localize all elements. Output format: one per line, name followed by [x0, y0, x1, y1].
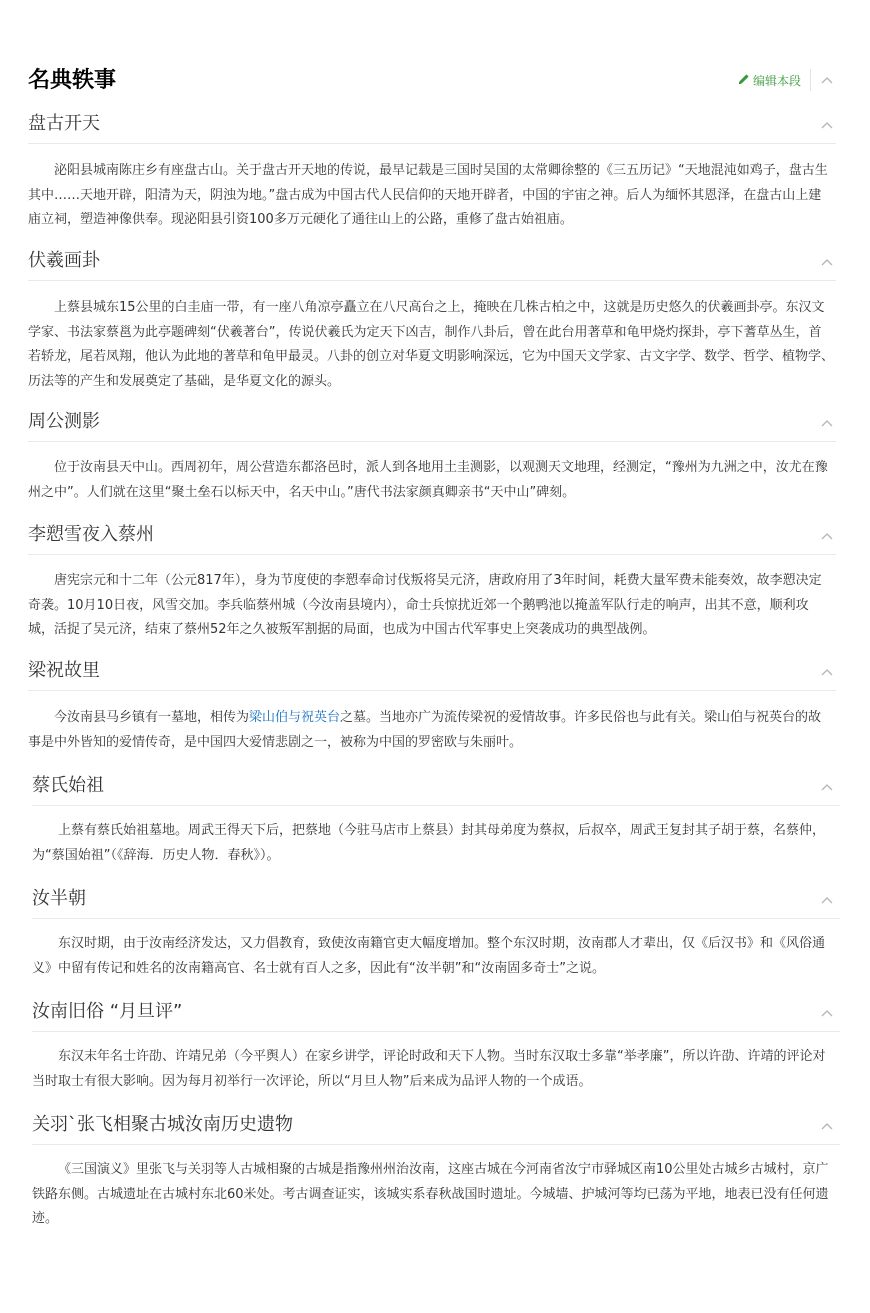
section-text-part: 今汝南县马乡镇有一墓地，相传为 — [54, 710, 250, 725]
section-text-part: 之墓。当地亦广为流传梁祝的爱情故事。许多民俗也与此有关。梁山伯与祝英台的故事是中外皆知的爱情传奇，是中国四大爱情悲剧之一，被称为中国的罗密欧与朱丽叶。 — [28, 710, 822, 750]
page-title: 名典轶事 — [28, 68, 117, 93]
chevron-up-icon[interactable] — [821, 258, 833, 266]
section-title: 周公测影 — [28, 411, 100, 432]
section-text: 泌阳县城南陈庄乡有座盘古山。关于盘古开天地的传说，最早记载是三国时吴国的太常卿徐整的《三五历记》“天地混沌如鸡子，盘古生其中……天地开辟，阳清为天，阴浊为地。”盘古成为中国古代人民信仰的天地开辟者，中国的宇宙之神。后人为缅怀其恩泽，在盘古山上建庙立祠，塑造神像供奉。现泌阳县引资100多万元硬化了通往山上的公路，重修了盘古始祖庙。 — [28, 163, 828, 227]
chevron-up-icon[interactable] — [821, 1122, 833, 1130]
section-text: 《三国演义》里张飞与关羽等人古城相聚的古城是指豫州州治汝南，这座古城在今河南省汝宁市驿城区南10公里处古城乡古城村，京广铁路东侧。古城遗址在古城村东北60米处。考古调查证实，该城实系春秋战国时遗址。今城墙、护城河等均已荡为平地，地表已没有任何遗迹。 — [32, 1162, 829, 1226]
section-divider — [32, 918, 840, 919]
section-text: 上蔡县城东15公里的白圭庙一带，有一座八角凉亭矗立在八尺高台之上，掩映在几株古柏之中，这就是历史悠久的伏羲画卦亭。东汉文学家、书法家蔡邕为此亭题碑刻“伏羲著台”，传说伏羲氏为定天下凶吉，制作八卦后，曾在此台用著草和龟甲烧灼探卦，亭下蓍草丛生，首若轿龙，尾若凤翔，他认为此地的著草和龟甲最灵。八卦的创立对华夏文明影响深远，它为中国天文学家、古文字学、数学、哲学、植物学、历法等的产生和发展奠定了基础，是华夏文化的源头。 — [28, 300, 835, 389]
chevron-up-icon[interactable] — [821, 783, 833, 791]
section-divider — [28, 690, 836, 691]
chevron-up-icon[interactable] — [821, 76, 833, 84]
section-text: 东汉末年名士许劭、许靖兄弟（今平舆人）在家乡讲学，评论时政和天下人物。当时东汉取士多靠“举孝廉”，所以许劭、许靖的评论对当时取士有很大影响。因为每月初举行一次评论，所以“月旦人物”后来成为品评人物的一个成语。 — [32, 1049, 826, 1089]
section-text: 唐宪宗元和十二年（公元817年），身为节度使的李愬奉命讨伐叛将吴元济，唐政府用了3年时间，耗费大量军费未能奏效，故李愬决定奇袭。10月10日夜，风雪交加。李兵临蔡州城（今汝南县境内），命士兵惊扰近郊一个鹅鸭池以掩盖军队行走的响声，出其不意，顺利攻城，活捉了吴元济，结束了蔡州52年之久被叛军割据的局面，也成为中国古代军事史上突袭成功的典型战例。 — [28, 573, 822, 637]
section-text: 上蔡有蔡氏始祖墓地。周武王得天下后，把蔡地（今驻马店市上蔡县）封其母弟度为蔡叔，后叔卒，周武王复封其子胡于蔡，名蔡仲，为“蔡国始祖”（《辞海．历史人物．春秋》）。 — [32, 823, 826, 863]
edit-section-button[interactable] — [738, 72, 801, 90]
section-title: 蔡氏始祖 — [32, 775, 104, 796]
section-text — [28, 706, 834, 755]
liangshanbo-link[interactable]: 梁山伯与祝英台 — [249, 710, 341, 725]
section-divider — [28, 554, 836, 555]
section-divider — [32, 1031, 840, 1032]
section-title: 关羽`张飞相聚古城汝南历史遗物 — [32, 1114, 293, 1135]
pencil-icon — [738, 72, 750, 90]
section-title: 伏羲画卦 — [28, 250, 100, 271]
chevron-up-icon[interactable] — [821, 896, 833, 904]
section-title: 梁祝故里 — [28, 660, 100, 681]
section-divider — [28, 441, 836, 442]
section-title: 汝半朝 — [32, 888, 86, 909]
edit-section-label: 编辑本段 — [753, 74, 802, 88]
chevron-up-icon[interactable] — [821, 121, 833, 129]
chevron-up-icon[interactable] — [821, 532, 833, 540]
chevron-up-icon[interactable] — [821, 668, 833, 676]
section-title: 汝南旧俗 “月旦评” — [32, 1001, 183, 1022]
section-title: 李愬雪夜入蔡州 — [28, 524, 154, 545]
section-divider — [28, 280, 836, 281]
section-divider — [32, 805, 840, 806]
section-divider — [28, 143, 836, 144]
divider — [810, 69, 811, 91]
section-text: 东汉时期，由于汝南经济发达，又力倡教育，致使汝南籍官吏大幅度增加。整个东汉时期，汝南郡人才辈出，仅《后汉书》和《风俗通义》中留有传记和姓名的汝南籍高官、名士就有百人之多，因此有“汝半朝”和“汝南固多奇士”之说。 — [32, 936, 826, 976]
section-text: 位于汝南县天中山。西周初年，周公营造东都洛邑时，派人到各地用土圭测影，以观测天文地理，经测定，“豫州为九洲之中，汝尤在豫州之中”。人们就在这里“聚土垒石以标天中，名天中山。”唐代书法家颜真卿亲书“天中山”碑刻。 — [28, 460, 828, 500]
section-title: 盘古开天 — [28, 113, 100, 134]
section-divider — [32, 1144, 840, 1145]
chevron-up-icon[interactable] — [821, 419, 833, 427]
chevron-up-icon[interactable] — [821, 1009, 833, 1017]
